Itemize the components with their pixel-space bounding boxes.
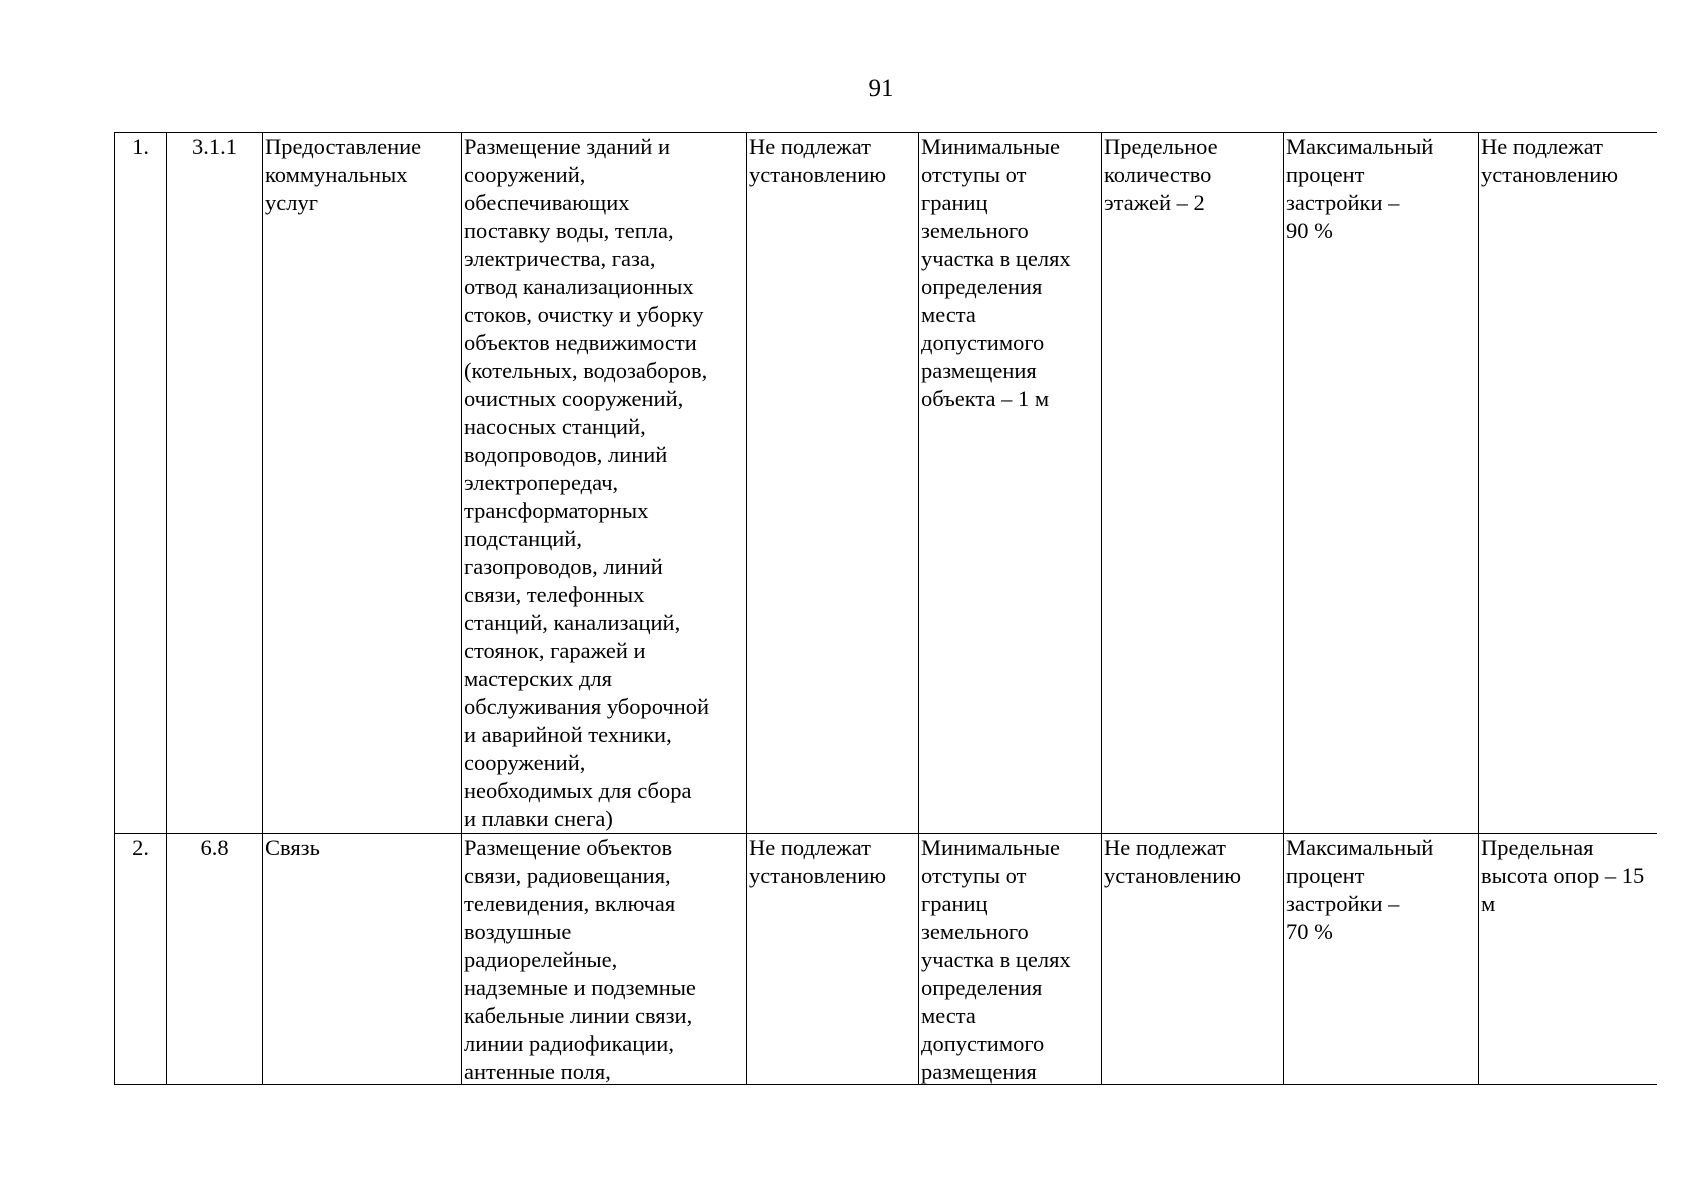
use-type-description: Размещение зданий и сооружений, обеспечивающих поставку воды, тепла, электричества, газа, отвод канализационных стоков, очистку и уборку объектов недвижимости (котельных, водозаборов, очистных сооружений, насосных станций, водопроводов, линий электропередач, трансформаторных подстанций, газопроводов, линий связи, телефонных станций, канализаций, стоянок, гаражей и мастерских для обслуживания уборочной и аварийной техники, сооружений, необходимых для сбора и плавки снега) — [462, 133, 747, 834]
use-type-name: Связь — [263, 834, 462, 1086]
other-parameters: Предельная высота опор – 15 м — [1479, 834, 1658, 1086]
page-number: 91 — [868, 75, 894, 102]
zoning-regulations-table — [114, 132, 1657, 1085]
use-type-name: Предоставление коммунальных услуг — [263, 133, 462, 834]
minimum-setbacks: Минимальные отступы от границ земельного участка в целях определения места допустимого размещения объекта – 1 м — [919, 133, 1102, 834]
regulations-table — [114, 132, 1657, 1085]
building-coverage: Максимальный процент застройки – 90 % — [1284, 133, 1479, 834]
use-type-description: Размещение объектов связи, радиовещания, телевидения, включая воздушные радиорелейные, надземные и подземные кабельные линии связи, линии радиофикации, антенные поля, — [462, 834, 747, 1086]
use-type-code: 3.1.1 — [167, 133, 263, 834]
minimum-setbacks: Минимальные отступы от границ земельного участка в целях определения места допустимого размещения — [919, 834, 1102, 1086]
floor-limit: Не подлежат установлению — [1102, 834, 1284, 1086]
plot-size-limits: Не подлежат установлению — [747, 834, 919, 1086]
other-parameters: Не подлежат установлению — [1479, 133, 1658, 834]
plot-size-limits: Не подлежат установлению — [747, 133, 919, 834]
table-row — [115, 133, 1658, 834]
row-number: 2. — [115, 834, 167, 1086]
building-coverage: Максимальный процент застройки – 70 % — [1284, 834, 1479, 1086]
use-type-code: 6.8 — [167, 834, 263, 1086]
row-number: 1. — [115, 133, 167, 834]
table-row — [115, 834, 1658, 1086]
floor-limit: Предельное количество этажей – 2 — [1102, 133, 1284, 834]
